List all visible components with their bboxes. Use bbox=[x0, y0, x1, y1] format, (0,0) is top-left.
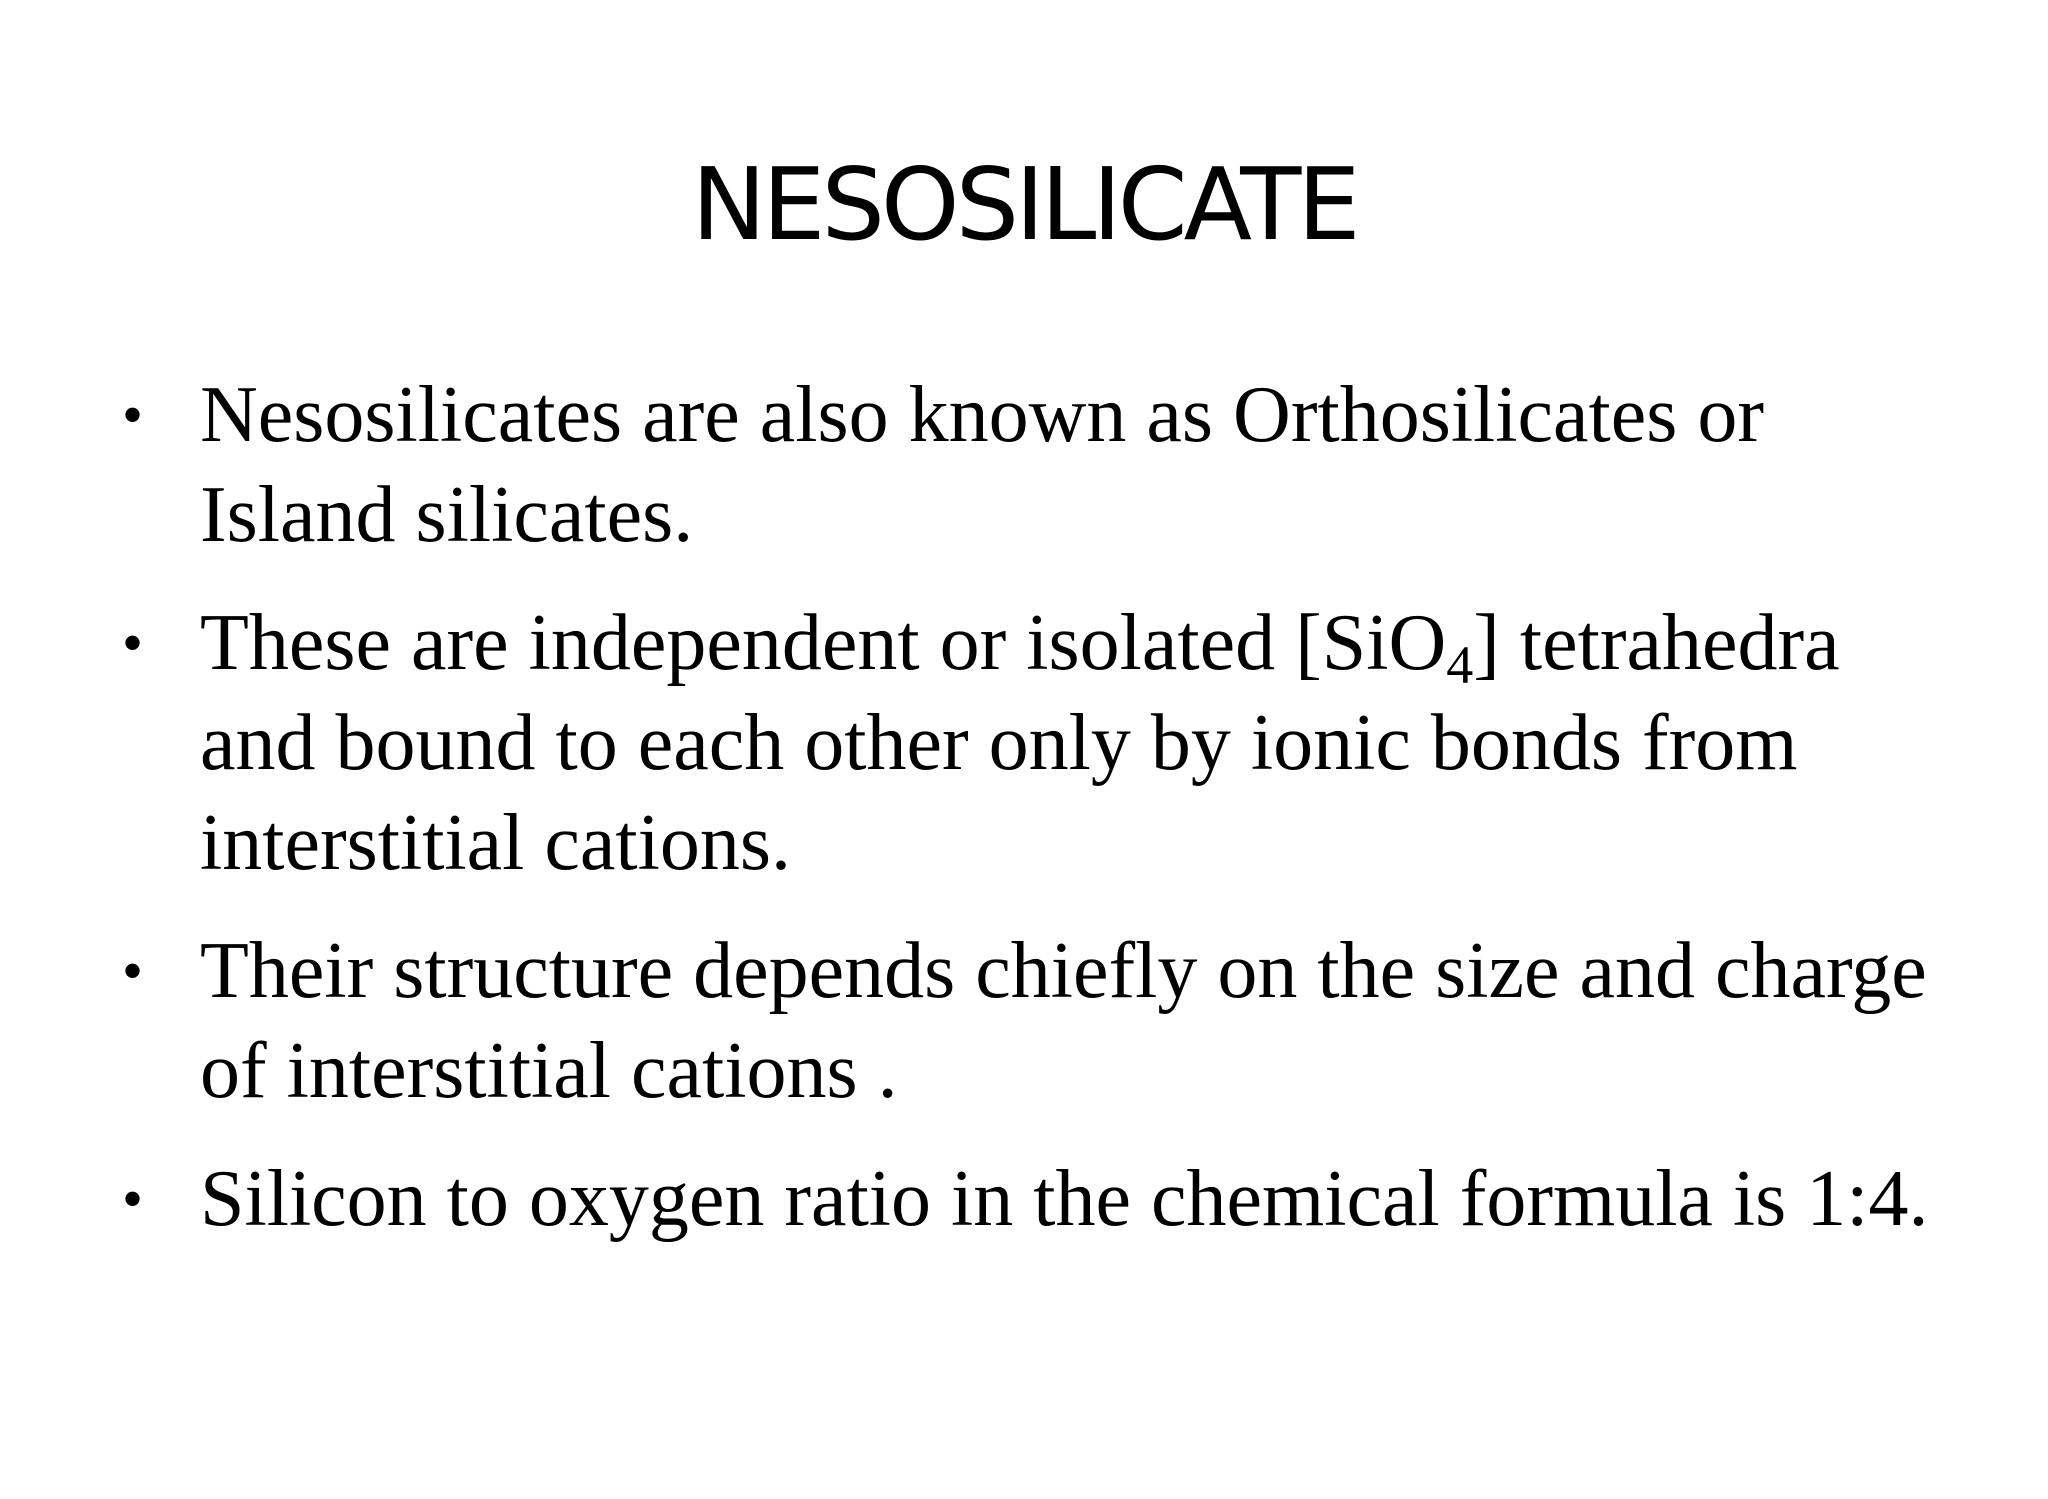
bullet-icon: • bbox=[122, 610, 144, 676]
bullet-item bbox=[122, 921, 1960, 1121]
bullet-text: Their structure depends chiefly on the size and charge of interstitial cations . bbox=[200, 927, 1927, 1115]
bullet-text-end: ] tetrahedra and bound to each other only by ionic bonds from interstitial cations. bbox=[200, 599, 1840, 887]
bullet-text: Nesosilicates are also known as Orthosilicates or Island silicates. bbox=[200, 371, 1765, 559]
bullet-icon: • bbox=[122, 938, 144, 1004]
bullet-text: Silicon to oxygen ratio in the chemical formula is 1:4. bbox=[200, 1155, 1929, 1243]
bullet-list bbox=[122, 365, 1960, 1277]
slide-title: NESOSILICATE bbox=[691, 146, 1357, 263]
bullet-text-start: These are independent or isolated [SiO bbox=[200, 599, 1447, 687]
bullet-icon: • bbox=[122, 382, 144, 448]
bullet-item bbox=[122, 1149, 1960, 1249]
formula-subscript: 4 bbox=[1446, 635, 1474, 695]
bullet-icon: • bbox=[122, 1166, 144, 1232]
bullet-item bbox=[122, 365, 1960, 565]
bullet-item bbox=[122, 593, 1960, 893]
